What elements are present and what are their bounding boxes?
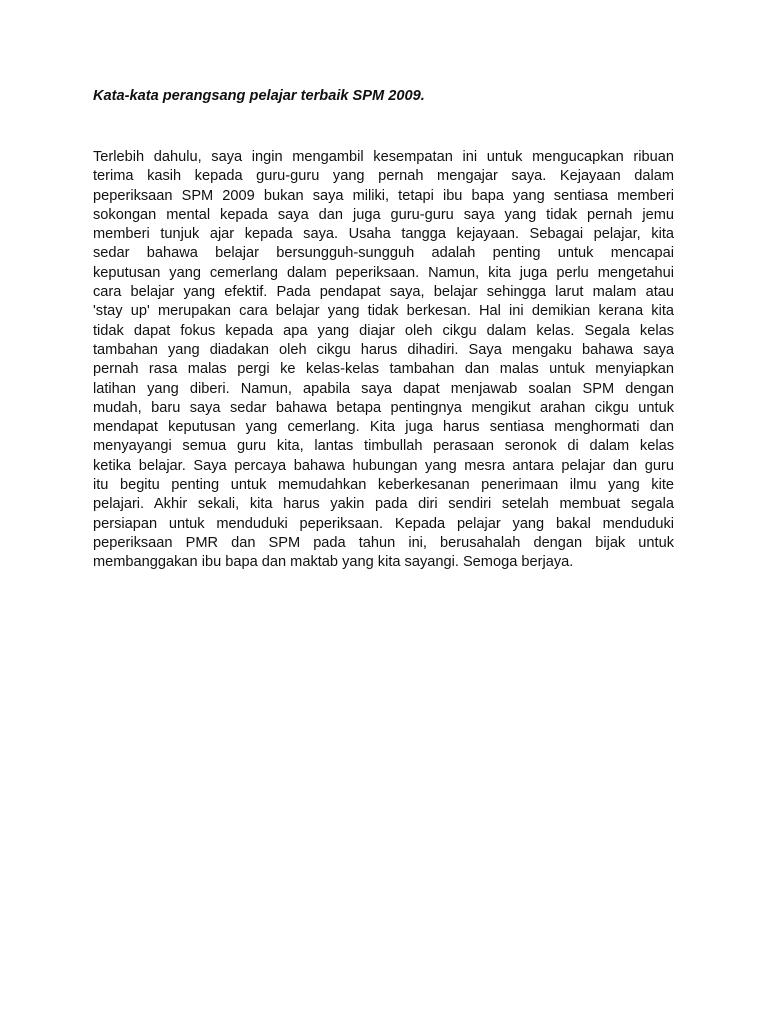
document-title: Kata-kata perangsang pelajar terbaik SPM 2009. [93,88,425,104]
body-line: cara belajar yang efektif. Pada pendapat saya, belajar sehingga larut malam atau [93,284,674,301]
body-line: sokongan mental kepada saya dan juga guru-guru saya yang tidak pernah jemu [93,206,674,223]
body-line: itu begitu penting untuk memudahkan keberkesanan penerimaan ilmu yang kite [93,477,674,494]
body-line: pernah rasa malas pergi ke kelas-kelas tambahan dan malas untuk menyiapkan [93,361,674,378]
body-line: ketika belajar. Saya percaya bahawa hubungan yang mesra antara pelajar dan guru [93,457,674,474]
body-line: terima kasih kepada guru-guru yang pernah mengajar saya. Kejayaan dalam [93,168,674,185]
body-line: keputusan yang cemerlang dalam peperiksaan. Namun, kita juga perlu mengetahui [93,264,674,281]
body-line-last: membanggakan ibu bapa dan maktab yang kita sayangi. Semoga berjaya. [93,554,574,571]
body-line: mendapat keputusan yang cemerlang. Kita juga harus sentiasa menghormati dan [93,419,674,436]
body-line: sedar bahawa belajar bersungguh-sungguh adalah penting untuk mencapai [93,245,674,262]
body-line: tidak dapat fokus kepada apa yang diajar oleh cikgu dalam kelas. Segala kelas [93,322,674,339]
body-line: menyayangi semua guru kita, lantas timbullah perasaan seronok di dalam kelas [93,438,674,455]
document-body [93,148,674,573]
body-line: peperiksaan SPM 2009 bukan saya miliki, tetapi ibu bapa yang sentiasa memberi [93,187,674,204]
body-line: mudah, baru saya sedar bahawa betapa pentingnya mengikut arahan cikgu untuk [93,399,674,416]
body-line: 'stay up' merupakan cara belajar yang tidak berkesan. Hal ini demikian kerana kita [93,303,674,320]
body-line: tambahan yang diadakan oleh cikgu harus dihadiri. Saya mengaku bahawa saya [93,341,674,358]
body-line: pelajari. Akhir sekali, kita harus yakin pada diri sendiri setelah membuat segala [93,496,674,513]
body-line: peperiksaan PMR dan SPM pada tahun ini, berusahalah dengan bijak untuk [93,534,674,551]
body-line: persiapan untuk menduduki peperiksaan. Kepada pelajar yang bakal menduduki [93,515,674,532]
body-line: Terlebih dahulu, saya ingin mengambil kesempatan ini untuk mengucapkan ribuan [93,149,674,165]
body-line: memberi tunjuk ajar kepada saya. Usaha tangga kejayaan. Sebagai pelajar, kita [93,226,674,243]
body-line: latihan yang diberi. Namun, apabila saya dapat menjawab soalan SPM dengan [93,380,674,397]
